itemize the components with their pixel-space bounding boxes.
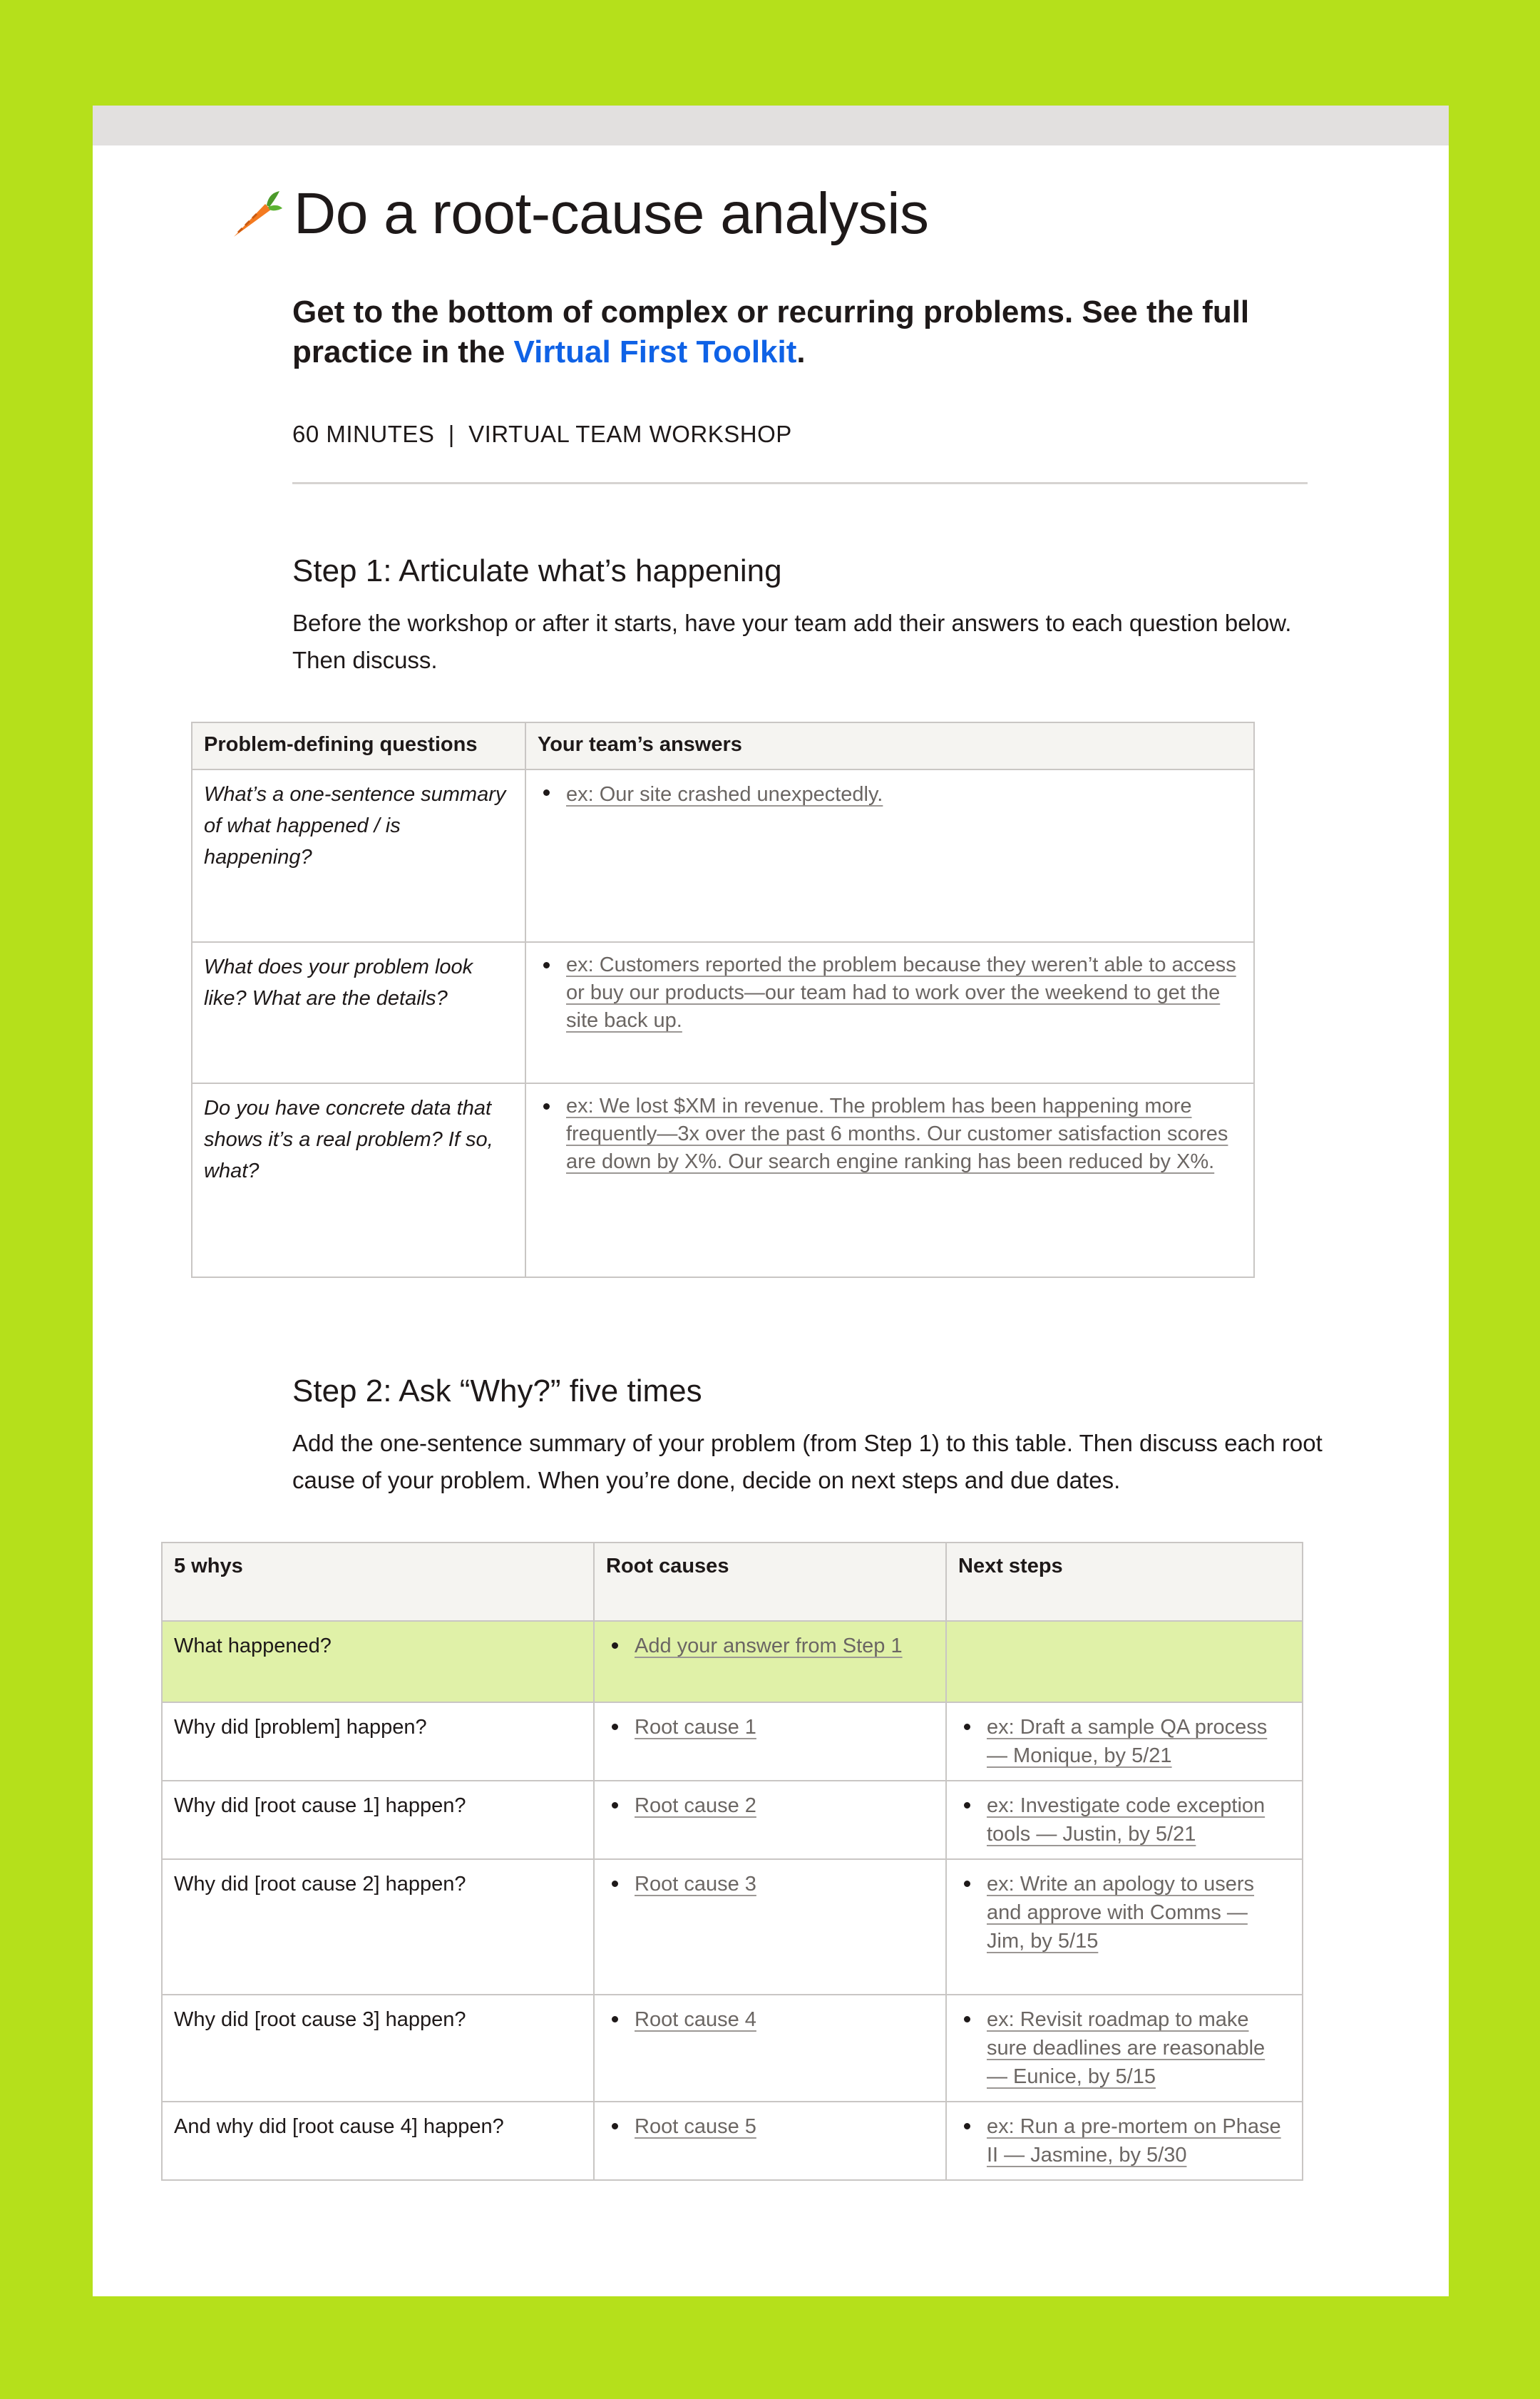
next-step-text[interactable]: ex: Investigate code exception tools — Justin, by 5/21: [987, 1794, 1266, 1846]
problem-defining-table: [191, 722, 1255, 1278]
question-cell: Do you have concrete data that shows it’s a real problem? If so, what?: [192, 1083, 525, 1277]
table-row: [162, 1781, 1303, 1859]
column-header: Problem-defining questions: [192, 722, 525, 769]
root-cause-text[interactable]: Root cause 2: [635, 1794, 756, 1817]
why-cell: What happened?: [162, 1621, 594, 1702]
root-cause-cell[interactable]: [594, 1995, 946, 2102]
table-row: [162, 2102, 1303, 2180]
table-row: [162, 1702, 1303, 1781]
column-header: Next steps: [946, 1543, 1303, 1621]
next-step-text[interactable]: ex: Run a pre-mortem on Phase II — Jasmine, by 5/30: [987, 2115, 1281, 2167]
root-cause-cell[interactable]: [594, 1702, 946, 1781]
step1-heading: Step 1: Articulate what’s happening: [292, 553, 782, 588]
next-step-cell[interactable]: [946, 1781, 1303, 1859]
answer-cell[interactable]: [525, 1083, 1254, 1277]
table-row: [192, 942, 1254, 1083]
next-step-cell[interactable]: [946, 1621, 1303, 1702]
why-cell: Why did [root cause 3] happen?: [162, 1995, 594, 2102]
table-header-row: [192, 722, 1254, 769]
next-step-cell[interactable]: [946, 1702, 1303, 1781]
next-step-text[interactable]: ex: Draft a sample QA process — Monique, by 5/21: [987, 1716, 1268, 1767]
column-header: 5 whys: [162, 1543, 594, 1621]
answer-cell[interactable]: [525, 769, 1254, 942]
root-cause-text[interactable]: Root cause 4: [635, 2008, 756, 2031]
subtitle-end: .: [796, 334, 806, 369]
why-cell: Why did [root cause 1] happen?: [162, 1781, 594, 1859]
header-divider: [292, 482, 1308, 484]
next-step-cell[interactable]: [946, 1995, 1303, 2102]
root-cause-cell[interactable]: [594, 1859, 946, 1995]
page-subtitle: [292, 292, 1333, 372]
table-header-row: [162, 1543, 1303, 1621]
root-cause-text[interactable]: Add your answer from Step 1: [635, 1635, 903, 1657]
page-top-bar: [93, 106, 1449, 145]
carrot-icon: [228, 185, 285, 242]
table-row: [162, 1859, 1303, 1995]
next-step-text[interactable]: ex: Revisit roadmap to make sure deadlines are reasonable — Eunice, by 5/15: [987, 2008, 1266, 2088]
step1-description: Before the workshop or after it starts, have your team add their answers to each question below. Then discuss.: [292, 610, 1292, 673]
answer-cell[interactable]: [525, 942, 1254, 1083]
workshop-meta: 60 MINUTES | VIRTUAL TEAM WORKSHOP: [292, 421, 792, 447]
step2-heading: Step 2: Ask “Why?” five times: [292, 1374, 702, 1408]
step2-description: Add the one-sentence summary of your problem (from Step 1) to this table. Then discuss each root cause of your problem. When you’re done, decide on next steps and due dates.: [292, 1430, 1323, 1493]
next-step-cell[interactable]: [946, 1859, 1303, 1995]
root-cause-cell[interactable]: [594, 1621, 946, 1702]
table-row: [192, 1083, 1254, 1277]
toolkit-link[interactable]: Virtual First Toolkit: [513, 334, 797, 369]
next-step-text[interactable]: ex: Write an apology to users and approve with Comms — Jim, by 5/15: [987, 1873, 1255, 1953]
root-cause-cell[interactable]: [594, 2102, 946, 2180]
question-cell: What does your problem look like? What are the details?: [192, 942, 525, 1083]
next-step-cell[interactable]: [946, 2102, 1303, 2180]
table-row: [162, 1995, 1303, 2102]
column-header: Your team’s answers: [525, 722, 1254, 769]
root-cause-text[interactable]: Root cause 3: [635, 1873, 756, 1896]
five-whys-table: [161, 1542, 1303, 2181]
title-row: [228, 180, 928, 247]
page-title: Do a root-cause analysis: [294, 181, 929, 246]
table-row: [162, 1621, 1303, 1702]
root-cause-text[interactable]: Root cause 1: [635, 1716, 756, 1739]
document-page: [93, 106, 1449, 2296]
table-row: [192, 769, 1254, 942]
answer-text[interactable]: ex: We lost $XM in revenue. The problem has been happening more frequently—3x over the past 6 months. Our customer satisfaction scores are down by X%. Our search engine ranking has been reduced by X%.: [566, 1095, 1228, 1173]
why-cell: Why did [problem] happen?: [162, 1702, 594, 1781]
question-cell: What’s a one-sentence summary of what happened / is happening?: [192, 769, 525, 942]
root-cause-cell[interactable]: [594, 1781, 946, 1859]
root-cause-text[interactable]: Root cause 5: [635, 2115, 756, 2138]
column-header: Root causes: [594, 1543, 946, 1621]
why-cell: Why did [root cause 2] happen?: [162, 1859, 594, 1995]
why-cell: And why did [root cause 4] happen?: [162, 2102, 594, 2180]
subtitle-text: Get to the bottom of complex or recurring problems. See the full practice in the: [292, 295, 1250, 369]
answer-text[interactable]: ex: Customers reported the problem because they weren’t able to access or buy our products—our team had to work over the weekend to get the site back up.: [566, 953, 1236, 1032]
answer-text[interactable]: ex: Our site crashed unexpectedly.: [566, 783, 883, 806]
